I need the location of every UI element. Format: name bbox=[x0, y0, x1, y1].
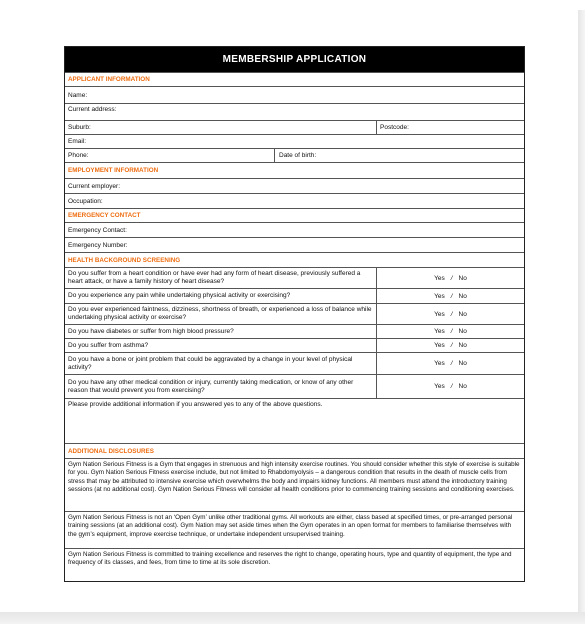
yes-no-separator: / bbox=[450, 342, 453, 349]
disclosure-paragraph: Gym Nation Serious Fitness is not an ‘Open Gym’ unlike other traditional gyms. All workouts are either, class based at specified times, or pre-arranged personal training sessions (at an additional cost). Gym Nation may set aside times when the Gym operates in an open format for members to familiarise themselves with the gym’s equipment, improve exercise technique, or undertake independent unsupervised training. bbox=[65, 511, 524, 548]
no-option[interactable]: No bbox=[458, 328, 467, 335]
additional-info-label: Please provide additional information if you answered yes to any of the above questions. bbox=[68, 401, 323, 408]
dob-field[interactable] bbox=[275, 149, 524, 162]
section-employment-heading: EMPLOYMENT INFORMATION bbox=[65, 162, 524, 178]
yes-no-choice[interactable] bbox=[377, 268, 524, 288]
health-question-row bbox=[65, 374, 524, 398]
yes-no-separator: / bbox=[450, 292, 453, 300]
disclosure-paragraph: Gym Nation Serious Fitness is a Gym that engages in strenuous and high intensity exercise routines. You should consider whether this style of exercise is suitable for you. Gym Nation Serious Fitness exercise include, but not limited to Rhabdomyolysis – a dangerous condition that results in the death of muscle cells from stress that may be attributed to intensive exercise which overwhelms the body and impairs kidney functions. All members must attend the introductory training sessions (at no additional cost). Gym Nation Serious Fitness will consider all health conditions prior to commencing training sessions and conditioning exercises. bbox=[65, 458, 524, 511]
disclosure-paragraph: Gym Nation Serious Fitness is committed to training excellence and reserves the right to change, operating hours, type and quantity of equipment, the type and frequency of its classes, and fees, from time to time at its sole discretion. bbox=[65, 548, 524, 575]
yes-option[interactable]: Yes bbox=[434, 310, 445, 318]
page-shadow-right bbox=[578, 10, 585, 624]
emergency-contact-label: Emergency Contact: bbox=[68, 226, 127, 234]
suburb-label: Suburb: bbox=[68, 124, 91, 131]
health-question-row bbox=[65, 267, 524, 288]
section-disclosures-heading: ADDITIONAL DISCLOSURES bbox=[65, 443, 524, 458]
emergency-number-label: Emergency Number: bbox=[68, 241, 128, 249]
health-question: Do you have a bone or joint problem that could be aggravated by a change in your level of physical activity? bbox=[65, 353, 377, 374]
occupation-field[interactable] bbox=[65, 193, 524, 208]
health-question-row bbox=[65, 324, 524, 338]
employer-field[interactable] bbox=[65, 178, 524, 193]
health-question: Do you suffer from a heart condition or have ever had any form of heart disease, previously suffered a heart attack, or have a family history of heart disease? bbox=[65, 268, 377, 288]
yes-no-separator: / bbox=[450, 328, 453, 335]
yes-option[interactable]: Yes bbox=[434, 342, 445, 349]
additional-info-field[interactable] bbox=[65, 398, 524, 443]
postcode-field[interactable] bbox=[377, 121, 524, 134]
postcode-label: Postcode: bbox=[380, 124, 409, 131]
yes-option[interactable]: Yes bbox=[434, 360, 445, 367]
yes-no-separator: / bbox=[450, 383, 453, 390]
name-label: Name: bbox=[68, 91, 88, 99]
no-option[interactable]: No bbox=[458, 274, 467, 282]
health-question-row bbox=[65, 303, 524, 324]
yes-no-choice[interactable] bbox=[377, 304, 524, 324]
yes-no-separator: / bbox=[450, 310, 453, 318]
employer-label: Current employer: bbox=[68, 182, 121, 190]
yes-no-choice[interactable] bbox=[377, 339, 524, 352]
no-option[interactable]: No bbox=[458, 292, 467, 300]
yes-option[interactable]: Yes bbox=[434, 274, 445, 282]
no-option[interactable]: No bbox=[458, 342, 467, 349]
yes-no-choice[interactable] bbox=[377, 375, 524, 398]
section-applicant-heading: APPLICANT INFORMATION bbox=[65, 72, 524, 86]
emergency-number-field[interactable] bbox=[65, 237, 524, 252]
suburb-row bbox=[65, 120, 524, 134]
phone-label: Phone: bbox=[68, 152, 89, 159]
health-question: Do you have any other medical condition or injury, currently taking medication, or know of any other reason that would prevent you from exercising? bbox=[65, 375, 377, 398]
no-option[interactable]: No bbox=[458, 383, 467, 390]
phone-row bbox=[65, 148, 524, 162]
health-question-row bbox=[65, 338, 524, 352]
page-shadow-bottom bbox=[0, 612, 585, 624]
membership-form bbox=[64, 46, 525, 582]
suburb-field[interactable] bbox=[65, 121, 377, 134]
health-question-row bbox=[65, 288, 524, 303]
name-field[interactable] bbox=[65, 86, 524, 103]
yes-option[interactable]: Yes bbox=[434, 383, 445, 390]
dob-label: Date of birth: bbox=[279, 152, 317, 159]
email-label: Email: bbox=[68, 138, 87, 145]
no-option[interactable]: No bbox=[458, 310, 467, 318]
occupation-label: Occupation: bbox=[68, 197, 103, 205]
section-emergency-heading: EMERGENCY CONTACT bbox=[65, 208, 524, 222]
yes-option[interactable]: Yes bbox=[434, 292, 445, 300]
address-label: Current address: bbox=[68, 106, 117, 113]
health-question: Do you have diabetes or suffer from high blood pressure? bbox=[65, 325, 377, 338]
phone-field[interactable] bbox=[65, 149, 275, 162]
section-health-heading: HEALTH BACKGROUND SCREENING bbox=[65, 252, 524, 267]
no-option[interactable]: No bbox=[458, 360, 467, 367]
yes-no-choice[interactable] bbox=[377, 353, 524, 374]
health-question: Do you experience any pain while undertaking physical activity or exercising? bbox=[65, 289, 377, 303]
emergency-contact-field[interactable] bbox=[65, 222, 524, 237]
yes-no-choice[interactable] bbox=[377, 325, 524, 338]
health-question: Do you ever experienced faintness, dizziness, shortness of breath, or experienced a loss of balance while undertaking physical activity or exercise? bbox=[65, 304, 377, 324]
yes-option[interactable]: Yes bbox=[434, 328, 445, 335]
yes-no-choice[interactable] bbox=[377, 289, 524, 303]
address-field[interactable] bbox=[65, 103, 524, 120]
yes-no-separator: / bbox=[450, 360, 453, 367]
yes-no-separator: / bbox=[450, 274, 453, 282]
health-question-row bbox=[65, 352, 524, 374]
form-title: MEMBERSHIP APPLICATION bbox=[65, 47, 524, 72]
health-question: Do you suffer from asthma? bbox=[65, 339, 377, 352]
email-field[interactable] bbox=[65, 134, 524, 148]
